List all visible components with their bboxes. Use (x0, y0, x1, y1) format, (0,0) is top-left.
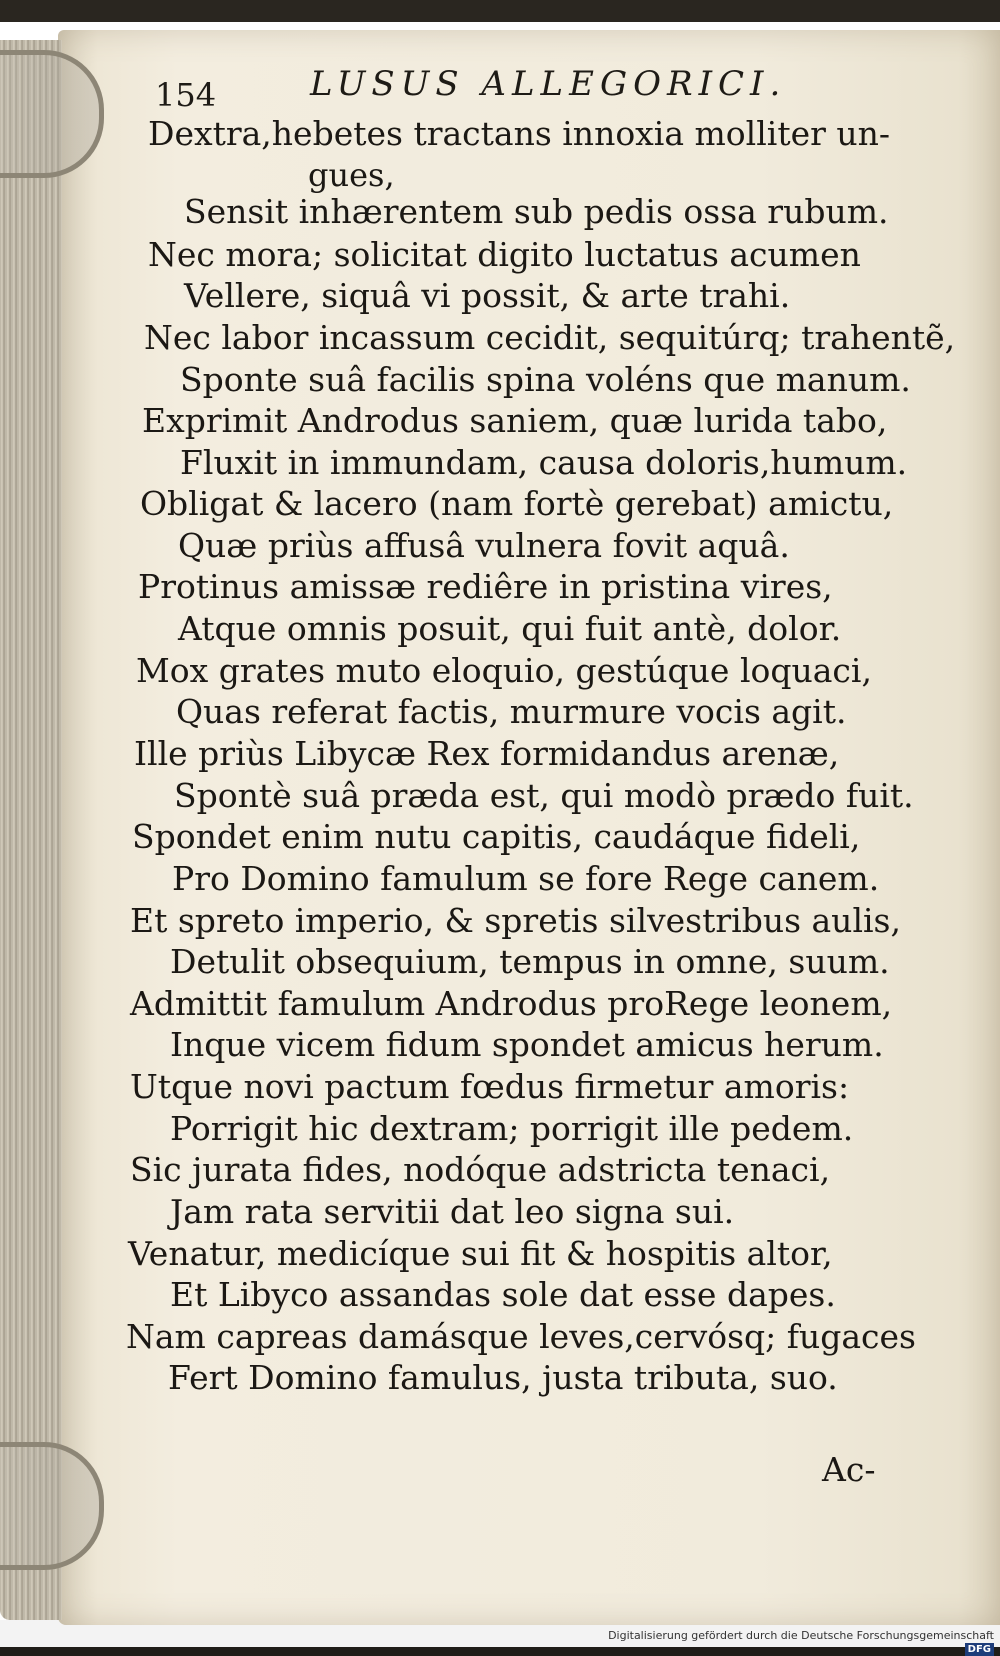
running-head: LUSUS ALLEGORICI. (310, 64, 787, 104)
text-line: Dextra,hebetes tractans innoxia molliter un- (148, 114, 891, 153)
text-line: Nam capreas damásque leves,cervósq; fugaces (126, 1317, 916, 1356)
text-line: Vellere, siquâ vi possit, & arte trahi. (184, 276, 791, 315)
text-line: Atque omnis posuit, qui fuit antè, dolor. (178, 609, 842, 648)
text-line: Sic jurata fides, nodóque adstricta tenaci, (130, 1150, 831, 1189)
text-line: gues, (308, 156, 395, 194)
page-number: 154 (155, 76, 217, 114)
text-line: Pro Domino famulum se fore Rege canem. (172, 859, 880, 898)
text-line: Et Libyco assandas sole dat esse dapes. (170, 1275, 836, 1314)
catchword: Ac- (822, 1450, 876, 1489)
text-line: Nec mora; solicitat digito luctatus acumen (148, 235, 861, 274)
text-line: Ille priùs Libycæ Rex formidandus arenæ, (134, 734, 840, 773)
text-line: Quæ priùs affusâ vulnera fovit aquâ. (178, 526, 790, 565)
text-line: Admittit famulum Androdus proRege leonem, (130, 984, 893, 1023)
text-line: Et spreto imperio, & spretis silvestribus aulis, (130, 901, 901, 940)
text-line: Fluxit in immundam, causa doloris,humum. (180, 443, 908, 482)
text-line: Detulit obsequium, tempus in omne, suum. (170, 942, 890, 981)
text-line: Porrigit hic dextram; porrigit ille pedem. (170, 1109, 854, 1148)
text-line: Exprimit Androdus saniem, quæ lurida tabo, (142, 401, 888, 440)
text-line: Fert Domino famulus, justa tributa, suo. (168, 1358, 838, 1397)
text-line: Inque vicem fidum spondet amicus herum. (170, 1025, 884, 1064)
text-line: Sensit inhærentem sub pedis ossa rubum. (184, 192, 889, 231)
text-line: Utque novi pactum fœdus firmetur amoris: (130, 1067, 850, 1106)
text-line: Obligat & lacero (nam fortè gerebat) amictu, (140, 484, 894, 523)
text-line: Spontè suâ præda est, qui modò prædo fuit. (174, 776, 914, 815)
text-line: Mox grates muto eloquio, gestúque loquaci, (136, 651, 872, 690)
text-line: Nec labor incassum cecidit, sequitúrq; trahentẽ, (144, 318, 956, 357)
text-line: Protinus amissæ rediêre in pristina vires, (138, 567, 833, 606)
dfg-logo: DFG (965, 1643, 994, 1656)
text-line: Sponte suâ facilis spina voléns que manum. (180, 360, 911, 399)
digitization-footer (600, 1629, 1000, 1655)
text-line: Venatur, medicíque sui fit & hospitis altor, (128, 1234, 833, 1273)
text-line: Jam rata servitii dat leo signa sui. (170, 1192, 735, 1231)
text-line: Spondet enim nutu capitis, caudáque fideli, (132, 817, 861, 856)
text-line: Quas referat factis, murmure vocis agit. (176, 692, 847, 731)
footer-text: Digitalisierung gefördert durch die Deutsche Forschungsgemeinschaft (608, 1629, 994, 1642)
